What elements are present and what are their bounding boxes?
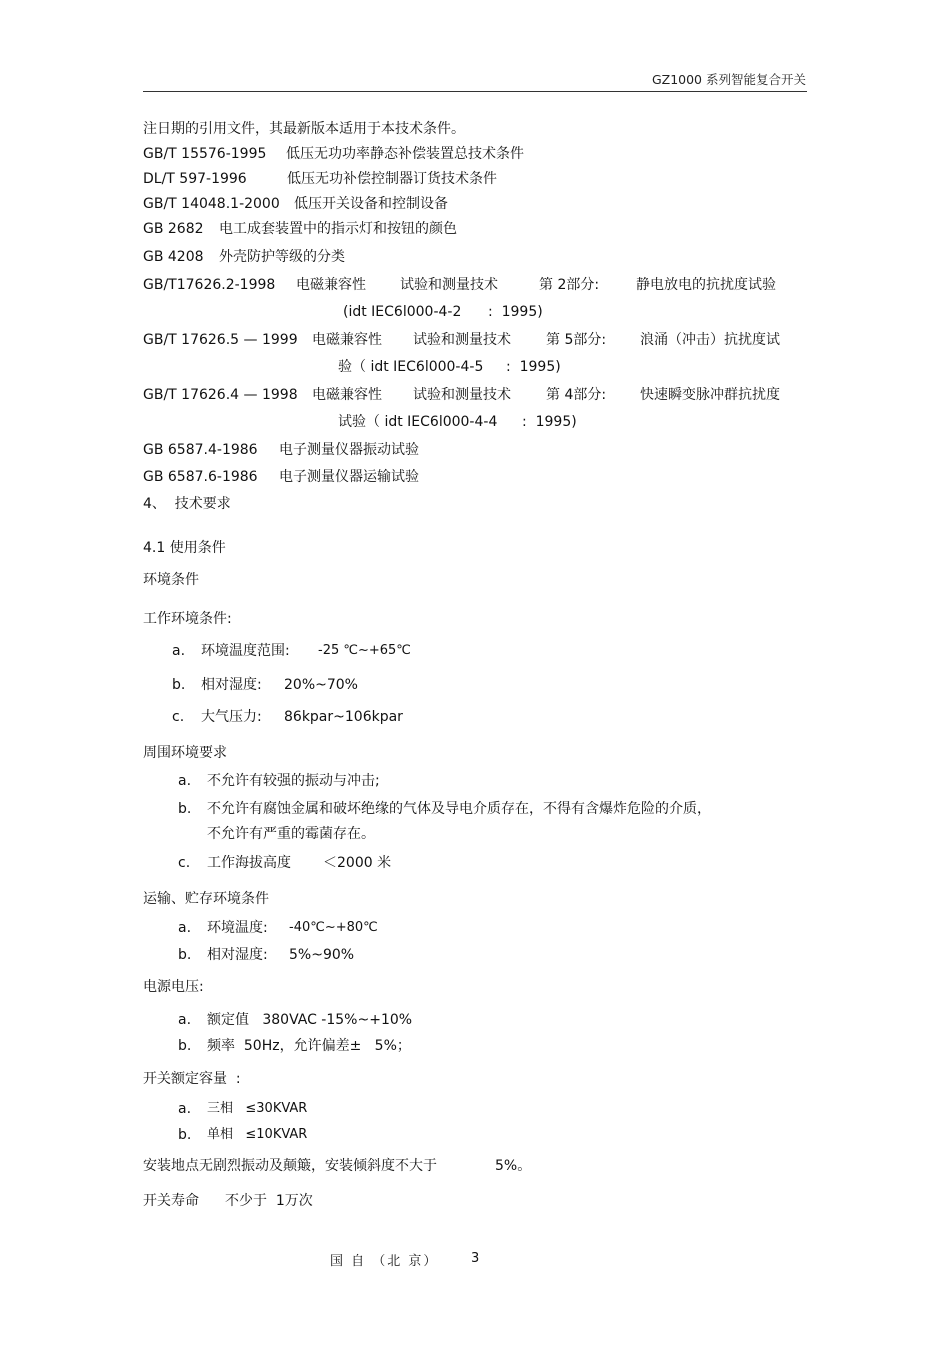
ref-title: 低压无功功率静态补偿装置总技术条件 <box>286 146 524 162</box>
list-value: 5%~90% <box>289 947 355 963</box>
ref-part: 电磁兼容性 <box>312 387 382 403</box>
list-value: 86kpar~106kpar <box>284 709 403 725</box>
list-label: 工作海拔高度 <box>207 855 291 871</box>
ref-code: DL/T 597-1996 <box>143 171 247 187</box>
work-env-heading: 工作环境条件: <box>143 611 232 627</box>
list-marker: c. <box>172 709 185 725</box>
list-text: 单相 ≤10KVAR <box>207 1127 308 1142</box>
ref-title: 电工成套装置中的指示灯和按钮的颜色 <box>219 221 457 237</box>
ref-idt: (idt IEC6l000-4-2 <box>343 304 462 320</box>
ref-part: 电磁兼容性 <box>312 332 382 348</box>
ref-title: 低压开关设备和控制设备 <box>294 196 448 212</box>
list-label: 相对湿度: <box>201 677 262 693</box>
list-marker: a. <box>172 643 186 659</box>
list-value: 20%~70% <box>284 677 358 693</box>
install-text: 安装地点无剧烈振动及颠簸，安装倾斜度不大于 <box>143 1158 437 1174</box>
ref-code: GB 6587.4-1986 <box>143 442 258 458</box>
subsection-heading: 4.1 使用条件 <box>143 540 226 556</box>
ref-part: 试验和测量技术 <box>413 332 511 348</box>
ref-idt-year: : 1995) <box>506 359 561 375</box>
ref-code: GB 2682 <box>143 221 204 237</box>
list-text: 额定值 380VAC -15%~+10% <box>207 1012 413 1028</box>
ref-idt: 验（ idt IEC6l000-4-5 <box>338 359 484 375</box>
ref-part: 第 2部分: <box>539 277 600 293</box>
list-text: 三相 ≤30KVAR <box>207 1101 308 1116</box>
transport-heading: 运输、贮存环境条件 <box>143 891 269 907</box>
install-value: 5%。 <box>495 1158 532 1174</box>
ref-code: GB/T 17626.4 — 1998 <box>143 387 298 403</box>
ref-idt: 试验（ idt IEC6l000-4-4 <box>338 414 498 430</box>
list-text: 不允许有腐蚀金属和破坏绝缘的气体及导电介质存在，不得有含爆炸危险的介质， <box>207 801 711 817</box>
list-marker: c. <box>178 855 191 871</box>
list-marker: a. <box>178 1101 192 1117</box>
list-text: 频率 50Hz，允许偏差± 5%； <box>207 1038 411 1054</box>
ref-part: 浪涌（冲击）抗扰度试 <box>640 332 780 348</box>
ref-part: 第 5部分: <box>546 332 607 348</box>
ref-code: GB 4208 <box>143 249 204 265</box>
list-label: 相对湿度: <box>207 947 268 963</box>
list-label: 大气压力: <box>201 709 262 725</box>
footer-text: 国 自 （北 京） <box>330 1254 439 1269</box>
list-text-continued: 不允许有严重的霉菌存在。 <box>207 826 375 842</box>
section-heading: 4、 技术要求 <box>143 496 231 512</box>
life-label: 开关寿命 <box>143 1193 199 1209</box>
ref-title: 电子测量仪器运输试验 <box>279 469 419 485</box>
list-text: 不允许有较强的振动与冲击; <box>207 773 380 789</box>
ref-part: 试验和测量技术 <box>400 277 498 293</box>
list-marker: a. <box>178 773 192 789</box>
list-label: 环境温度范围: <box>201 643 290 659</box>
page-number: 3 <box>471 1251 480 1266</box>
list-value: ＜2000 米 <box>323 855 392 871</box>
ref-code: GB/T 14048.1-2000 <box>143 196 280 212</box>
ref-idt-year: : 1995) <box>522 414 577 430</box>
list-marker: b. <box>178 1038 192 1054</box>
ref-part: 静电放电的抗扰度试验 <box>636 277 776 293</box>
ref-part: 第 4部分: <box>546 387 607 403</box>
list-marker: b. <box>178 1127 192 1143</box>
list-marker: b. <box>178 947 192 963</box>
ref-code: GB/T 15576-1995 <box>143 146 267 162</box>
capacity-heading: 开关额定容量 : <box>143 1071 241 1087</box>
ref-part: 电磁兼容性 <box>296 277 366 293</box>
ref-code: GB/T 17626.5 — 1999 <box>143 332 298 348</box>
list-marker: b. <box>172 677 186 693</box>
list-marker: b. <box>178 801 192 817</box>
ref-part: 试验和测量技术 <box>413 387 511 403</box>
list-value: -40℃~+80℃ <box>289 920 378 935</box>
list-marker: a. <box>178 1012 192 1028</box>
env-heading: 环境条件 <box>143 572 199 588</box>
list-value: -25 ℃~+65℃ <box>318 643 411 658</box>
header-title: GZ1000 系列智能复合开关 <box>651 72 806 87</box>
ref-idt-year: : 1995) <box>488 304 543 320</box>
ref-title: 电子测量仪器振动试验 <box>279 442 419 458</box>
power-heading: 电源电压: <box>143 979 204 995</box>
ref-code: GB/T17626.2-1998 <box>143 277 276 293</box>
list-label: 环境温度: <box>207 920 268 936</box>
around-heading: 周围环境要求 <box>143 745 227 761</box>
list-marker: a. <box>178 920 192 936</box>
ref-code: GB 6587.6-1986 <box>143 469 258 485</box>
life-value: 不少于 1万次 <box>225 1193 313 1209</box>
ref-part: 快速瞬变脉冲群抗扰度 <box>640 387 780 403</box>
ref-title: 外壳防护等级的分类 <box>219 249 345 265</box>
refs-intro: 注日期的引用文件，其最新版本适用于本技术条件。 <box>143 121 465 137</box>
ref-title: 低压无功补偿控制器订货技术条件 <box>287 171 497 187</box>
header-divider <box>143 91 807 92</box>
